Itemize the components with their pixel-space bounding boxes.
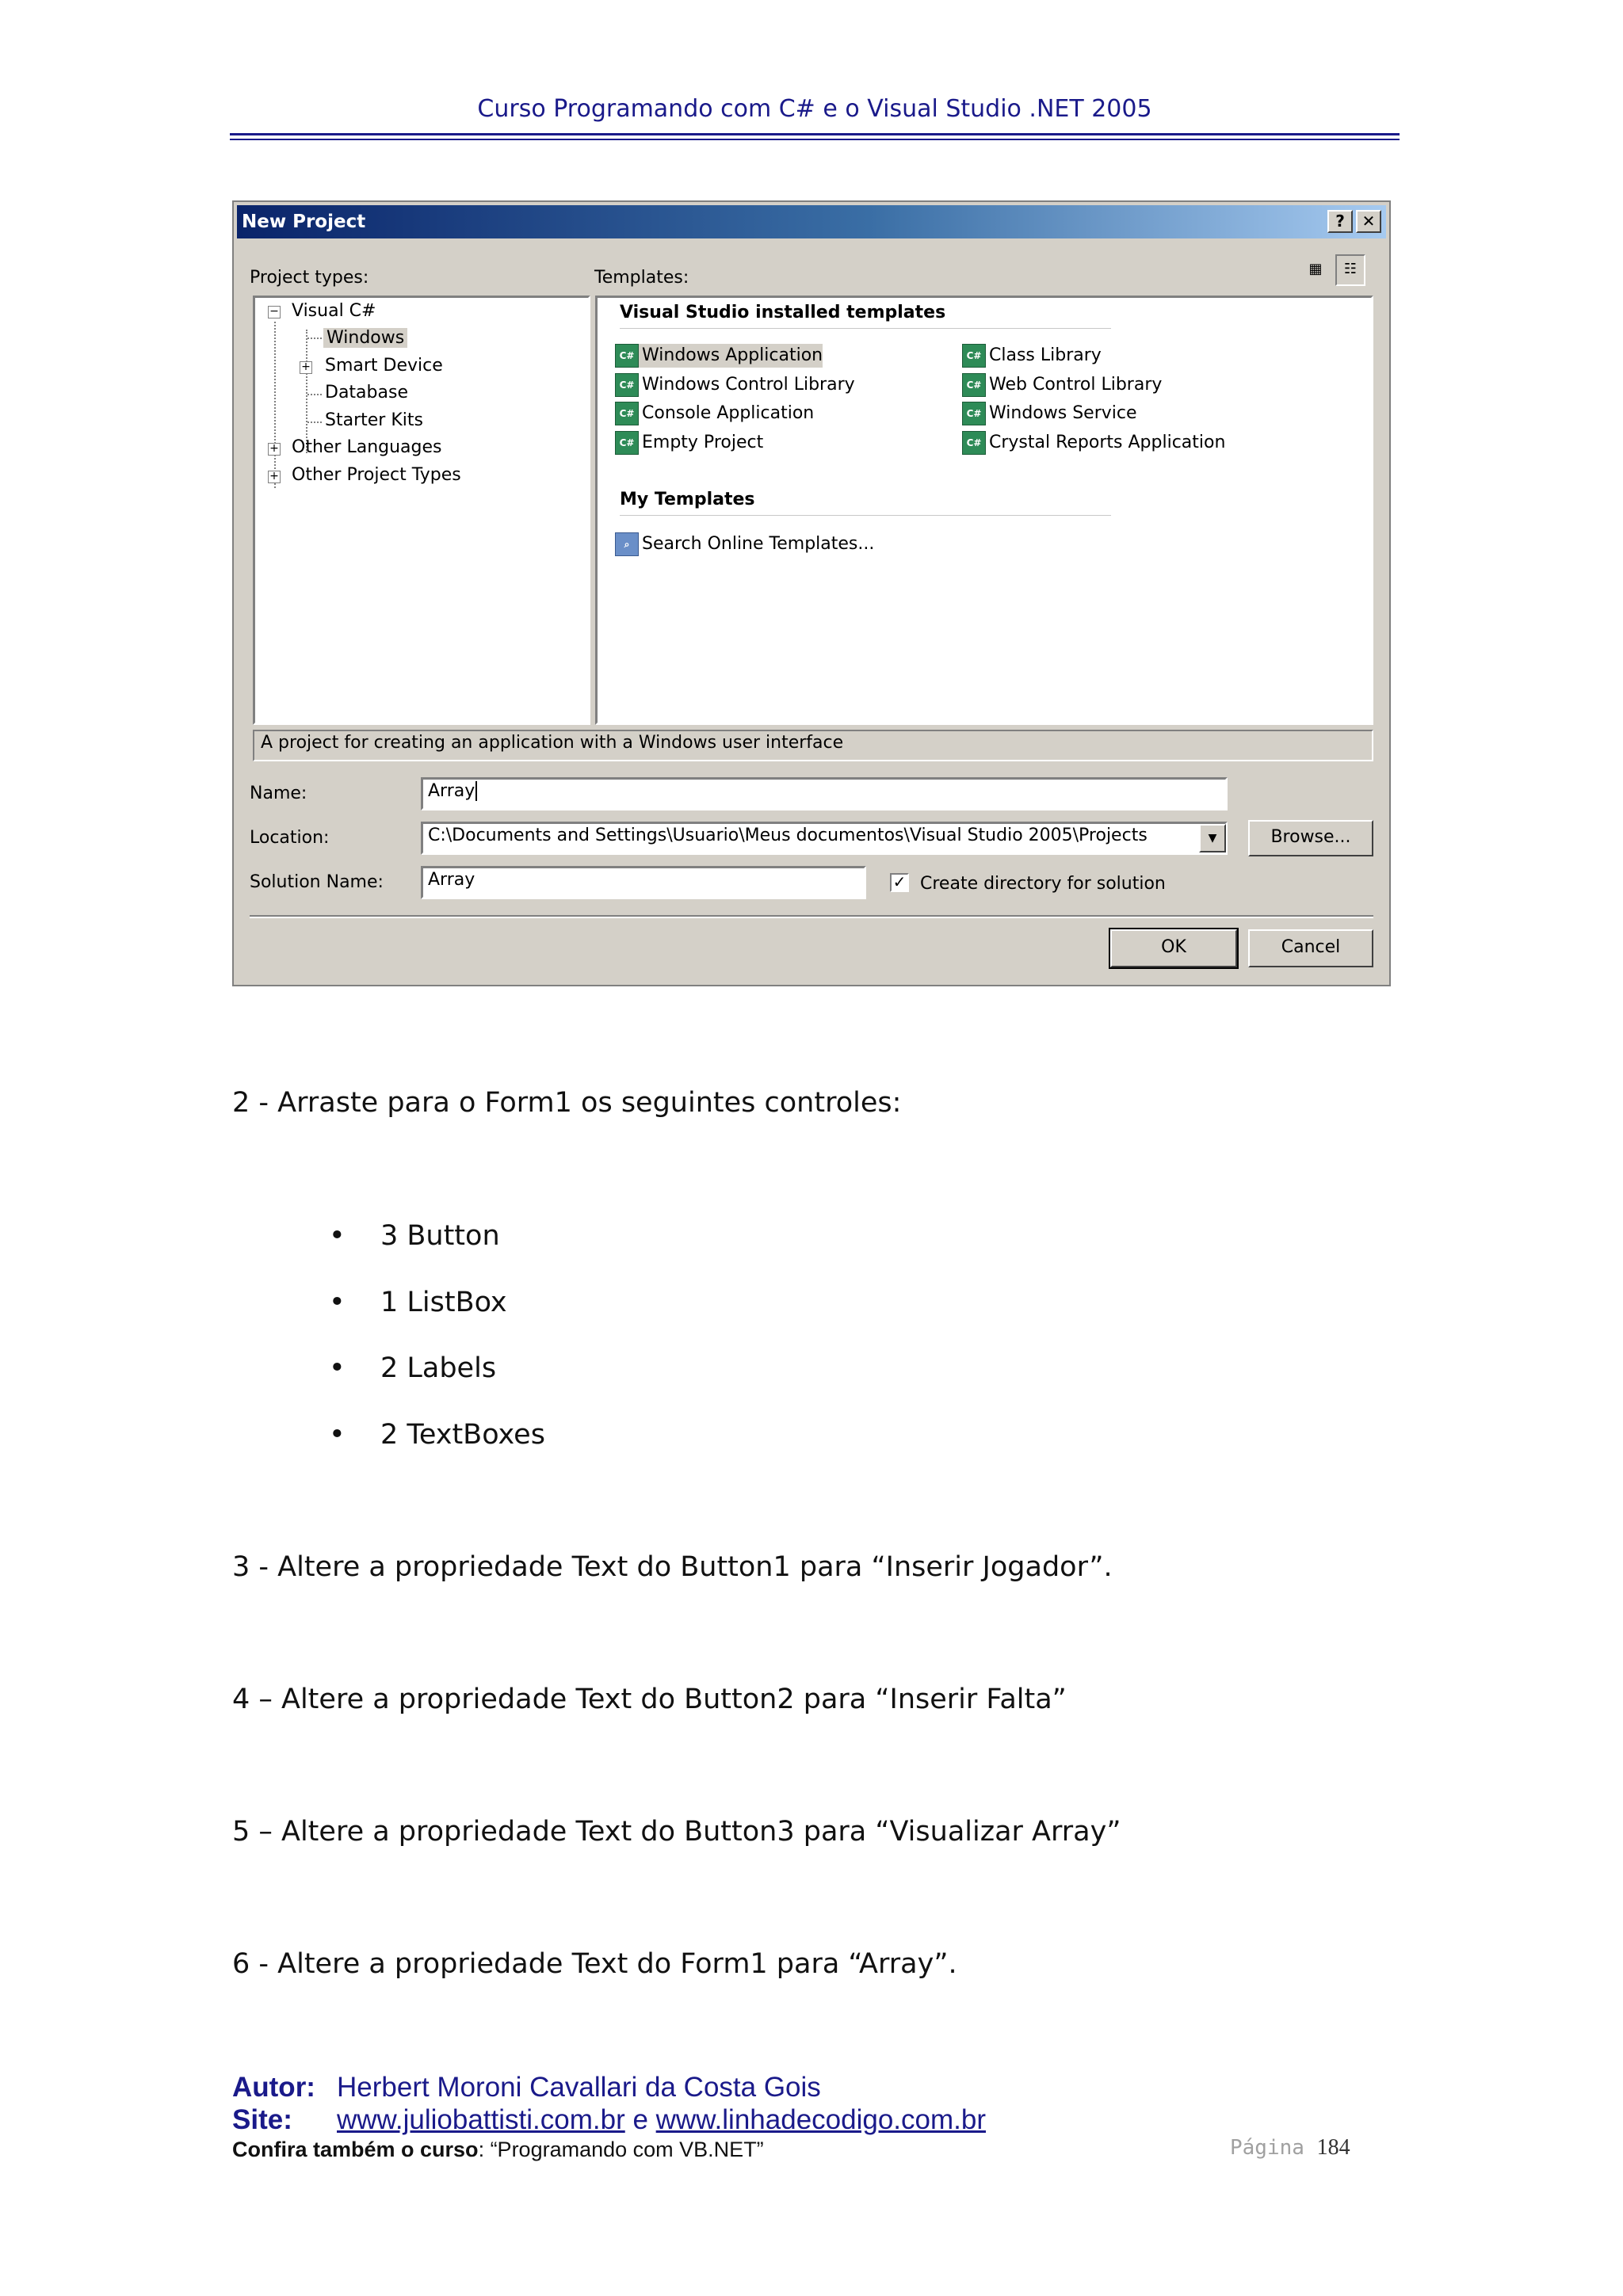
csharp-project-icon: C# (962, 431, 986, 455)
tree-item-windows[interactable]: Windows (323, 328, 407, 348)
tree-item-other-languages[interactable]: Other Languages (292, 437, 442, 457)
ok-button[interactable]: OK (1110, 929, 1237, 967)
site-link-juliobattisti[interactable]: www.juliobattisti.com.br (337, 2104, 625, 2135)
page-number: Página 184 (1230, 2135, 1350, 2160)
solution-name-label: Solution Name: (250, 872, 384, 892)
expand-icon[interactable]: + (268, 443, 281, 456)
chevron-down-icon[interactable]: ▼ (1199, 824, 1226, 852)
close-button[interactable]: ✕ (1356, 210, 1381, 233)
template-console-application[interactable]: C# Console Application (615, 402, 814, 425)
csharp-project-icon: C# (962, 344, 986, 368)
footer-confira (232, 2138, 764, 2162)
csharp-project-icon: C# (962, 402, 986, 425)
step-2: 2 - Arraste para o Form1 os seguintes controles: (232, 1087, 902, 1119)
location-label: Location: (250, 828, 330, 848)
name-input[interactable]: Array (421, 777, 1228, 810)
template-web-control-library[interactable]: C# Web Control Library (962, 373, 1162, 397)
header-rule (230, 133, 1400, 135)
bullet-item: • 1 ListBox (329, 1287, 507, 1318)
help-button[interactable]: ? (1327, 210, 1353, 233)
page-header: Curso Programando com C# e o Visual Studio .NET 2005 (477, 95, 1152, 123)
site-link-linhadecodigo[interactable]: www.linhadecodigo.com.br (655, 2104, 986, 2135)
project-types-tree (253, 296, 590, 725)
footer-site: Site: www.juliobattisti.com.br e www.linhadecodigo.com.br (232, 2104, 986, 2135)
templates-label: Templates: (594, 268, 689, 288)
large-icons-view-icon[interactable]: ▦ (1308, 261, 1323, 277)
new-project-dialog (232, 200, 1391, 986)
template-windows-application[interactable]: C# Windows Application (615, 344, 823, 368)
confira-label: Confira também o curso (232, 2138, 479, 2161)
solution-name-input[interactable]: Array (421, 866, 866, 899)
search-online-templates[interactable]: ⌕ Search Online Templates... (615, 532, 874, 556)
name-label: Name: (250, 784, 307, 803)
template-crystal-reports-application[interactable]: C# Crystal Reports Application (962, 431, 1225, 455)
template-empty-project[interactable]: C# Empty Project (615, 431, 763, 455)
project-types-label: Project types: (250, 268, 369, 288)
installed-templates-header: Visual Studio installed templates (620, 303, 946, 322)
tree-item-other-project-types[interactable]: Other Project Types (292, 465, 461, 485)
browse-button[interactable]: Browse... (1248, 820, 1373, 856)
tree-item-visual-csharp[interactable]: Visual C# (292, 301, 376, 321)
step-3: 3 - Altere a propriedade Text do Button1 para “Inserir Jogador”. (232, 1551, 1113, 1583)
step-6: 6 - Altere a propriedade Text do Form1 para “Array”. (232, 1948, 957, 1980)
create-directory-checkbox[interactable]: ✓ (890, 873, 909, 892)
dialog-titlebar (237, 205, 1386, 238)
expand-icon[interactable]: + (268, 471, 281, 483)
csharp-project-icon: C# (615, 344, 639, 368)
template-description: A project for creating an application with a Windows user interface (253, 730, 1373, 761)
tree-item-starter-kits[interactable]: Starter Kits (325, 410, 423, 430)
templates-list (595, 296, 1373, 725)
search-online-icon: ⌕ (615, 532, 639, 556)
tree-item-database[interactable]: Database (325, 383, 408, 402)
template-windows-service[interactable]: C# Windows Service (962, 402, 1137, 425)
step-4: 4 – Altere a propriedade Text do Button2 para “Inserir Falta” (232, 1684, 1067, 1715)
dialog-title: New Project (242, 212, 366, 232)
my-templates-header: My Templates (620, 490, 755, 509)
location-combobox[interactable]: C:\Documents and Settings\Usuario\Meus documentos\Visual Studio 2005\Projects (421, 822, 1228, 855)
site-label: Site: (232, 2104, 292, 2135)
bullet-item: • 2 Labels (329, 1352, 497, 1384)
step-5: 5 – Altere a propriedade Text do Button3 para “Visualizar Array” (232, 1816, 1121, 1848)
header-rule-thin (230, 139, 1400, 140)
author-name: Herbert Moroni Cavallari da Costa Gois (337, 2072, 821, 2103)
text-cursor (475, 781, 477, 801)
collapse-icon[interactable]: − (268, 306, 281, 318)
template-windows-control-library[interactable]: C# Windows Control Library (615, 373, 855, 397)
small-icons-view-icon[interactable]: ☷ (1335, 254, 1365, 286)
cancel-button[interactable]: Cancel (1248, 929, 1373, 967)
csharp-project-icon: C# (962, 373, 986, 397)
author-label: Autor: (232, 2072, 315, 2103)
dialog-divider (250, 915, 1373, 918)
confira-value: : “Programando com VB.NET” (478, 2138, 764, 2161)
create-directory-label: Create directory for solution (920, 874, 1166, 894)
tree-item-smart-device[interactable]: Smart Device (325, 356, 443, 376)
csharp-project-icon: C# (615, 373, 639, 397)
csharp-project-icon: C# (615, 402, 639, 425)
template-class-library[interactable]: C# Class Library (962, 344, 1102, 368)
bullet-item: • 3 Button (329, 1220, 500, 1252)
csharp-project-icon: C# (615, 431, 639, 455)
expand-icon[interactable]: + (300, 361, 312, 374)
bullet-item: • 2 TextBoxes (329, 1419, 545, 1451)
footer-author (232, 2072, 821, 2103)
